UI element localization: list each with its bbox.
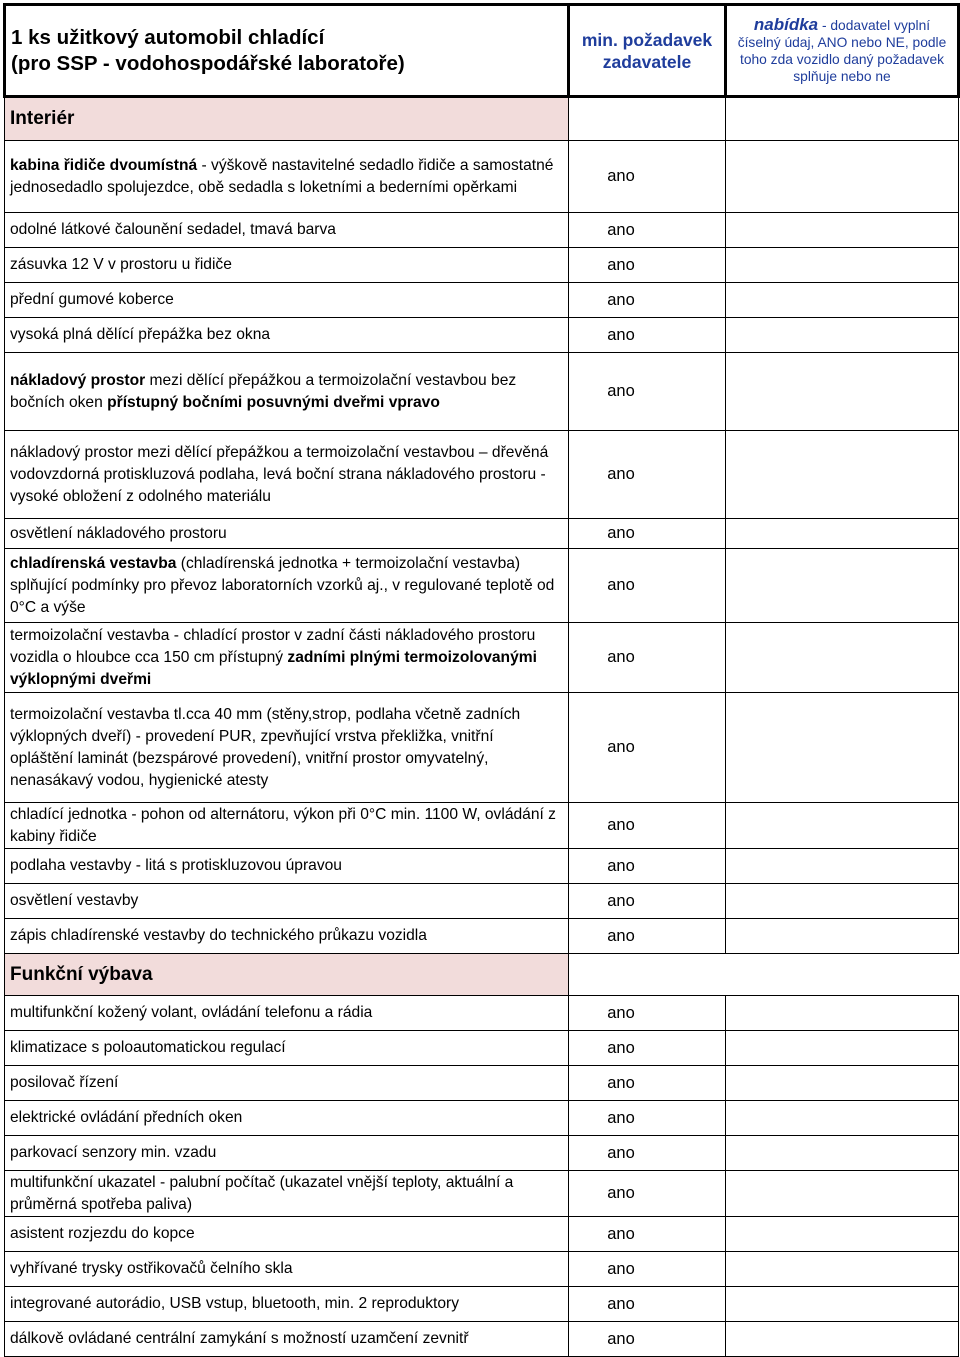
requirement-description xyxy=(5,549,569,623)
offer-input-cell[interactable] xyxy=(726,1322,959,1357)
description-text: osvětlení vestavby xyxy=(10,892,139,909)
section-header-row xyxy=(5,97,959,141)
requirement-value: ano xyxy=(569,549,726,623)
vehicle-title xyxy=(5,5,569,97)
section-offer-cell xyxy=(726,954,959,996)
description-text: multifunkční kožený volant, ovládání telefonu a rádia xyxy=(10,1004,373,1021)
table-row xyxy=(5,283,959,318)
req-header-line1: min. požadavek xyxy=(581,29,713,50)
offer-input-cell[interactable] xyxy=(726,318,959,353)
requirement-value: ano xyxy=(569,318,726,353)
requirement-value: ano xyxy=(569,1031,726,1066)
table-row xyxy=(5,1031,959,1066)
description-text: odolné látkové čalounění sedadel, tmavá barva xyxy=(10,221,336,238)
offer-input-cell[interactable] xyxy=(726,283,959,318)
offer-header-text: - dodavatel vyplní číselný údaj, ANO nebo NE, podle toho zda vozidlo daný požadavek splňuje nebo ne xyxy=(737,18,947,84)
requirement-value: ano xyxy=(569,849,726,884)
table-row xyxy=(5,1322,959,1357)
description-text: termoizolační vestavba tl.cca 40 mm (stěny,strop, podlaha včetně zadních výklopných dveří) - provedení PUR, zpevňující vrstva překližka, vnitřní opláštění laminát (bezspárové provedení), vnitřní prostor omyvatelný, nenasákavý vodou, hygienické atesty xyxy=(10,705,521,789)
requirement-description xyxy=(5,803,569,849)
table-row xyxy=(5,919,959,954)
description-text: termoizolační vestavba - chladící prostor v zadní části nákladového prostoru vozidla o hloubce cca 150 cm přístupný xyxy=(10,626,536,666)
offer-input-cell[interactable] xyxy=(726,1136,959,1171)
requirement-value: ano xyxy=(569,1287,726,1322)
requirement-value: ano xyxy=(569,248,726,283)
description-text: elektrické ovládání předních oken xyxy=(10,1109,243,1126)
description-bold-text: chladírenská vestavba xyxy=(10,554,177,572)
table-row xyxy=(5,1287,959,1322)
requirement-description xyxy=(5,431,569,519)
offer-input-cell[interactable] xyxy=(726,1287,959,1322)
description-text: (chladírenská jednotka + termoizolační vestavba) splňující podmínky pro převoz laboratorních vzorků aj., v regulované teplotě od 0°C a výše xyxy=(10,554,555,616)
requirement-description xyxy=(5,884,569,919)
offer-input-cell[interactable] xyxy=(726,884,959,919)
requirement-description xyxy=(5,248,569,283)
requirement-value: ano xyxy=(569,1136,726,1171)
requirement-description xyxy=(5,318,569,353)
requirement-value: ano xyxy=(569,141,726,213)
requirement-value: ano xyxy=(569,283,726,318)
requirement-description xyxy=(5,1031,569,1066)
table-row xyxy=(5,1252,959,1287)
offer-input-cell[interactable] xyxy=(726,1171,959,1217)
section-title: Funkční výbava xyxy=(5,954,569,996)
table-row xyxy=(5,996,959,1031)
offer-input-cell[interactable] xyxy=(726,519,959,549)
requirement-value: ano xyxy=(569,996,726,1031)
requirement-column-header xyxy=(569,5,726,97)
table-row xyxy=(5,1066,959,1101)
table-row xyxy=(5,353,959,431)
requirement-description xyxy=(5,1171,569,1217)
description-text: přední gumové koberce xyxy=(10,291,174,308)
requirement-value: ano xyxy=(569,1252,726,1287)
requirement-value: ano xyxy=(569,623,726,693)
table-row xyxy=(5,213,959,248)
section-header-row xyxy=(5,954,959,996)
offer-input-cell[interactable] xyxy=(726,213,959,248)
description-text: vyhřívané trysky ostřikovačů čelního skla xyxy=(10,1260,293,1277)
requirement-description xyxy=(5,693,569,803)
requirement-description xyxy=(5,919,569,954)
description-text: klimatizace s poloautomatickou regulací xyxy=(10,1039,286,1056)
requirement-description xyxy=(5,1136,569,1171)
requirement-value: ano xyxy=(569,693,726,803)
offer-input-cell[interactable] xyxy=(726,1031,959,1066)
table-row xyxy=(5,519,959,549)
description-text: zásuvka 12 V v prostoru u řidiče xyxy=(10,256,232,273)
description-text: mezi dělící přepážkou a termoizolační vestavbou bez bočních oken xyxy=(10,371,517,411)
req-header-line2: zadavatele xyxy=(602,51,692,72)
table-row xyxy=(5,693,959,803)
offer-column-header xyxy=(726,5,959,97)
table-row xyxy=(5,141,959,213)
description-text: vysoká plná dělící přepážka bez okna xyxy=(10,326,271,343)
table-row xyxy=(5,431,959,519)
requirement-description xyxy=(5,996,569,1031)
requirement-value: ano xyxy=(569,213,726,248)
vehicle-title-line1: 1 ks užitkový automobil chladící xyxy=(11,25,325,49)
requirement-description xyxy=(5,141,569,213)
description-text: asistent rozjezdu do kopce xyxy=(10,1225,195,1242)
description-text: posilovač řízení xyxy=(10,1074,119,1091)
description-text: osvětlení nákladového prostoru xyxy=(10,524,227,542)
requirements-table xyxy=(3,3,960,1357)
section-offer-cell xyxy=(726,97,959,141)
requirement-value: ano xyxy=(569,1066,726,1101)
offer-input-cell[interactable] xyxy=(726,1101,959,1136)
offer-input-cell[interactable] xyxy=(726,549,959,623)
vehicle-title-line2: (pro SSP - vodohospodářské laboratoře) xyxy=(11,51,405,75)
requirement-value: ano xyxy=(569,1217,726,1252)
description-bold-text: přístupný bočními posuvnými dveřmi vpravo xyxy=(107,393,440,411)
requirement-description xyxy=(5,519,569,549)
requirement-description xyxy=(5,213,569,248)
table-row xyxy=(5,803,959,849)
offer-input-cell[interactable] xyxy=(726,141,959,213)
requirement-value: ano xyxy=(569,1322,726,1357)
offer-input-cell[interactable] xyxy=(726,1217,959,1252)
requirement-value: ano xyxy=(569,803,726,849)
description-text: dálkově ovládané centrální zamykání s možností uzamčení zevnitř xyxy=(10,1330,469,1347)
requirement-value: ano xyxy=(569,884,726,919)
spec-sheet xyxy=(3,3,957,1357)
table-body xyxy=(5,97,959,1357)
description-text: integrované autorádio, USB vstup, bluetooth, min. 2 reproduktory xyxy=(10,1295,460,1312)
requirement-description xyxy=(5,1252,569,1287)
requirement-value: ano xyxy=(569,431,726,519)
requirement-description xyxy=(5,1217,569,1252)
requirement-description xyxy=(5,1322,569,1357)
offer-header-emphasis: nabídka xyxy=(753,15,819,34)
table-row xyxy=(5,1101,959,1136)
offer-input-cell[interactable] xyxy=(726,919,959,954)
table-row xyxy=(5,318,959,353)
requirement-description xyxy=(5,1066,569,1101)
offer-input-cell[interactable] xyxy=(726,1252,959,1287)
offer-input-cell[interactable] xyxy=(726,248,959,283)
requirement-description xyxy=(5,283,569,318)
table-row xyxy=(5,1217,959,1252)
offer-input-cell[interactable] xyxy=(726,693,959,803)
description-text: podlaha vestavby - litá s protiskluzovou úpravou xyxy=(10,857,342,874)
offer-input-cell[interactable] xyxy=(726,803,959,849)
section-value-cell xyxy=(569,954,726,996)
requirement-description xyxy=(5,623,569,693)
description-text: - výškově nastavitelné sedadlo řidiče a samostatné jednosedadlo spolujezdce, obě sedadla s loketními a bederními opěrkami xyxy=(10,156,554,196)
offer-input-cell[interactable] xyxy=(726,1066,959,1101)
requirement-value: ano xyxy=(569,353,726,431)
requirement-description xyxy=(5,1101,569,1136)
offer-input-cell[interactable] xyxy=(726,431,959,519)
table-row xyxy=(5,1136,959,1171)
table-row xyxy=(5,549,959,623)
table-row xyxy=(5,248,959,283)
table-row xyxy=(5,1171,959,1217)
requirement-value: ano xyxy=(569,919,726,954)
offer-input-cell[interactable] xyxy=(726,353,959,431)
description-text: parkovací senzory min. vzadu xyxy=(10,1144,217,1161)
requirement-description xyxy=(5,849,569,884)
description-bold-text: nákladový prostor xyxy=(10,371,146,389)
table-row xyxy=(5,849,959,884)
description-text: zápis chladírenské vestavby do technického průkazu vozidla xyxy=(10,927,427,944)
requirement-value: ano xyxy=(569,519,726,549)
offer-input-cell[interactable] xyxy=(726,849,959,884)
section-value-cell xyxy=(569,97,726,141)
description-bold-text: zadními plnými termoizolovanými výklopnými dveřmi xyxy=(10,648,537,688)
requirement-description xyxy=(5,353,569,431)
description-bold-text: kabina řidiče dvoumístná xyxy=(10,156,198,174)
offer-input-cell[interactable] xyxy=(726,996,959,1031)
section-title: Interiér xyxy=(5,97,569,141)
table-row xyxy=(5,623,959,693)
header-row xyxy=(5,5,959,97)
table-row xyxy=(5,884,959,919)
offer-input-cell[interactable] xyxy=(726,623,959,693)
description-text: chladící jednotka - pohon od alternátoru, výkon při 0°C min. 1100 W, ovládání z kabiny řidiče xyxy=(10,805,556,845)
requirement-value: ano xyxy=(569,1171,726,1217)
description-text: multifunkční ukazatel - palubní počítač (ukazatel vnější teploty, aktuální a průměrná spotřeba paliva) xyxy=(10,1173,514,1213)
requirement-value: ano xyxy=(569,1101,726,1136)
description-text: nákladový prostor mezi dělící přepážkou a termoizolační vestavbou – dřevěná vodovzdorná protiskluzová podlaha, levá boční strana nákladového prostoru - vysoké obložení z odolného materiálu xyxy=(10,443,549,505)
requirement-description xyxy=(5,1287,569,1322)
